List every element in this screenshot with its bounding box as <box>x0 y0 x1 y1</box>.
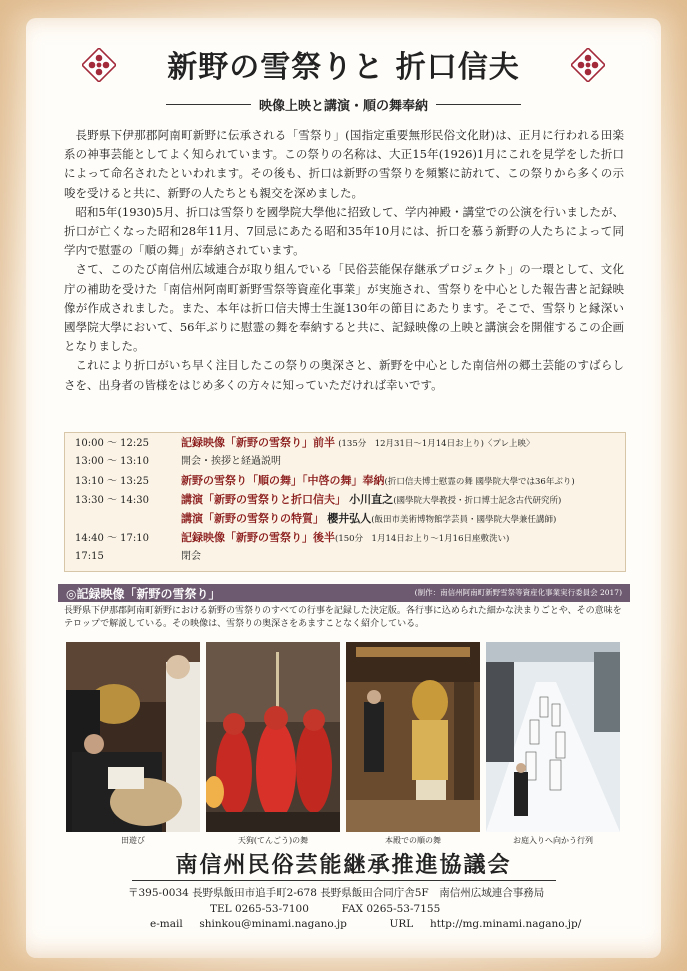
schedule-heading: 記録映像「新野の雪祭り」前半 <box>181 436 335 449</box>
schedule-heading: 新野の雪祭り「順の舞」「中啓の舞」奉納 <box>181 474 385 487</box>
schedule-time: 13:00 ～ 13:10 <box>75 456 149 467</box>
film-section-bar <box>58 584 630 602</box>
film-section-label: ◎記録映像「新野の雪祭り」 <box>66 587 221 601</box>
email-link[interactable]: shinkou@minami.nagano.jp <box>199 918 347 930</box>
schedule-row <box>75 435 535 451</box>
schedule-detail: (折口信夫博士慰霊の舞 國學院大學では36年ぶり) <box>384 477 575 487</box>
contact-tel: TEL 0265-53-7100 <box>210 903 309 915</box>
schedule-row <box>75 454 281 470</box>
speaker-name: 小川直之 <box>349 493 394 506</box>
schedule-time: 13:30 ～ 14:30 <box>75 495 149 506</box>
photo-taasobi <box>66 642 200 832</box>
schedule-time: 17:15 <box>75 551 104 562</box>
schedule-time: 14:40 ～ 17:10 <box>75 533 149 544</box>
contact-web-row <box>150 917 581 931</box>
contact-fax: FAX 0265-53-7155 <box>341 903 441 915</box>
photo-jun-no-mai <box>346 642 480 832</box>
organization-rule <box>132 880 556 881</box>
film-description: 長野県下伊那郡阿南町新野における新野の雪祭りのすべての行事を記録した決定版。各行事に込められた細かな決まりごとや、その意味をテロップで解説している。その映像は、雪祭りの奥深さをあますことなく紹介している。 <box>64 606 622 629</box>
schedule-detail: (150分 1月14日お上り～1月16日座敷洗い) <box>335 534 510 544</box>
subtitle-row <box>166 94 521 114</box>
contact-address: 〒395-0034 長野県飯田市追手町2-678 長野県飯田合同庁舎5F 南信州広域連合事務局 <box>128 887 545 899</box>
schedule-detail: 閉会 <box>181 551 201 562</box>
intro-text <box>64 126 624 395</box>
page-subtitle: 映像上映と講演・順の舞奉納 <box>259 98 429 114</box>
schedule-row <box>75 549 201 565</box>
schedule-time: 13:10 ～ 13:25 <box>75 476 149 487</box>
photo-caption: 本殿での順の舞 <box>385 836 441 845</box>
schedule-row <box>75 473 575 489</box>
schedule-row <box>75 492 561 508</box>
schedule-box <box>64 432 626 572</box>
schedule-row <box>75 511 556 527</box>
intro-paragraph-2: 昭和5年(1930)5月、折口は雪祭りを國學院大學他に招致して、学内神殿・講堂での公演を行いましたが、折口が亡くなった昭和28年11月、7回忌にあたる昭和35年10月には、折口を慕う新野の人たちによって同学内で慰霊の「順の舞」が奉納されています。 <box>64 204 624 258</box>
film-credit: (制作：南信州阿南町新野雪祭等資産化事業実行委員会 2017) <box>414 588 622 597</box>
organization-name: 南信州民俗芸能継承推進協議会 <box>175 852 512 878</box>
intro-paragraph-1: 長野県下伊那郡阿南町新野に伝承される「雪祭り」(国指定重要無形民俗文化財)は、正月に行われる田楽系の神事芸能としてよく知られています。この祭りの名称は、大正15年(1926)1月にこれを見学をした折口によって命名されたといわれます。その後も、折口は新野の雪祭りを頻繁に訪れて、この祭りから多くの示唆を受けると共に、新野の人たちとも親交を深めました。 <box>64 128 624 200</box>
url-label: URL <box>389 918 414 930</box>
subtitle-rule-left <box>166 104 251 105</box>
schedule-detail: (飯田市美術博物館学芸員・國學院大學兼任講師) <box>371 515 557 525</box>
schedule-detail: (國學院大學教授・折口博士記念古代研究所) <box>393 496 562 506</box>
url-link[interactable]: http://mg.minami.nagano.jp/ <box>429 918 582 930</box>
schedule-detail: 開会・挨拶と経過説明 <box>181 456 281 467</box>
schedule-heading: 講演「新野の雪祭りと折口信夫」 <box>181 493 346 506</box>
schedule-time: 10:00 ～ 12:25 <box>75 438 149 449</box>
schedule-row <box>75 530 509 546</box>
photo-caption: 天狗(てんごう)の舞 <box>237 836 309 845</box>
schedule-detail: (135分 12月31日～1月14日お上り)〈プレ上映〉 <box>338 439 535 449</box>
schedule-heading: 記録映像「新野の雪祭り」後半 <box>181 531 335 544</box>
page-title: 新野の雪祭りと 折口信夫 <box>167 50 520 85</box>
photo-caption: 田遊び <box>121 836 145 845</box>
photo-tengou-dance <box>206 642 340 832</box>
photo-caption: お庭入りへ向かう行列 <box>513 836 593 845</box>
subtitle-rule-right <box>436 104 521 105</box>
speaker-name: 櫻井弘人 <box>327 512 372 525</box>
intro-paragraph-4: これにより折口がいち早く注目したこの祭りの奥深さと、新野を中心とした南信州の郷土芸能のすばらしさを、出身者の皆様をはじめ多くの方々に知っていただければ幸いです。 <box>64 358 624 392</box>
schedule-heading: 講演「新野の雪祭りの特質」 <box>181 512 324 525</box>
intro-paragraph-3: さて、このたび南信州広域連合が取り組んでいる「民俗芸能保存継承プロジェクト」の一環として、文化庁の補助を受けた「南信州阿南町新野雪祭等資産化事業」が実施され、雪祭りを中心とした報告書と記録映像が作成されました。また、本年は折口信夫博士生誕130年の節目にあたります。そこで、雪祭りと縁深い國學院大學において、56年ぶりに慰霊の舞を奉納すると共に、記録映像の上映と講演会を開催するこの企画となりました。 <box>64 262 624 354</box>
email-label: e-mail <box>150 918 183 930</box>
photo-procession <box>486 642 620 832</box>
contact-phone-row <box>210 902 440 916</box>
